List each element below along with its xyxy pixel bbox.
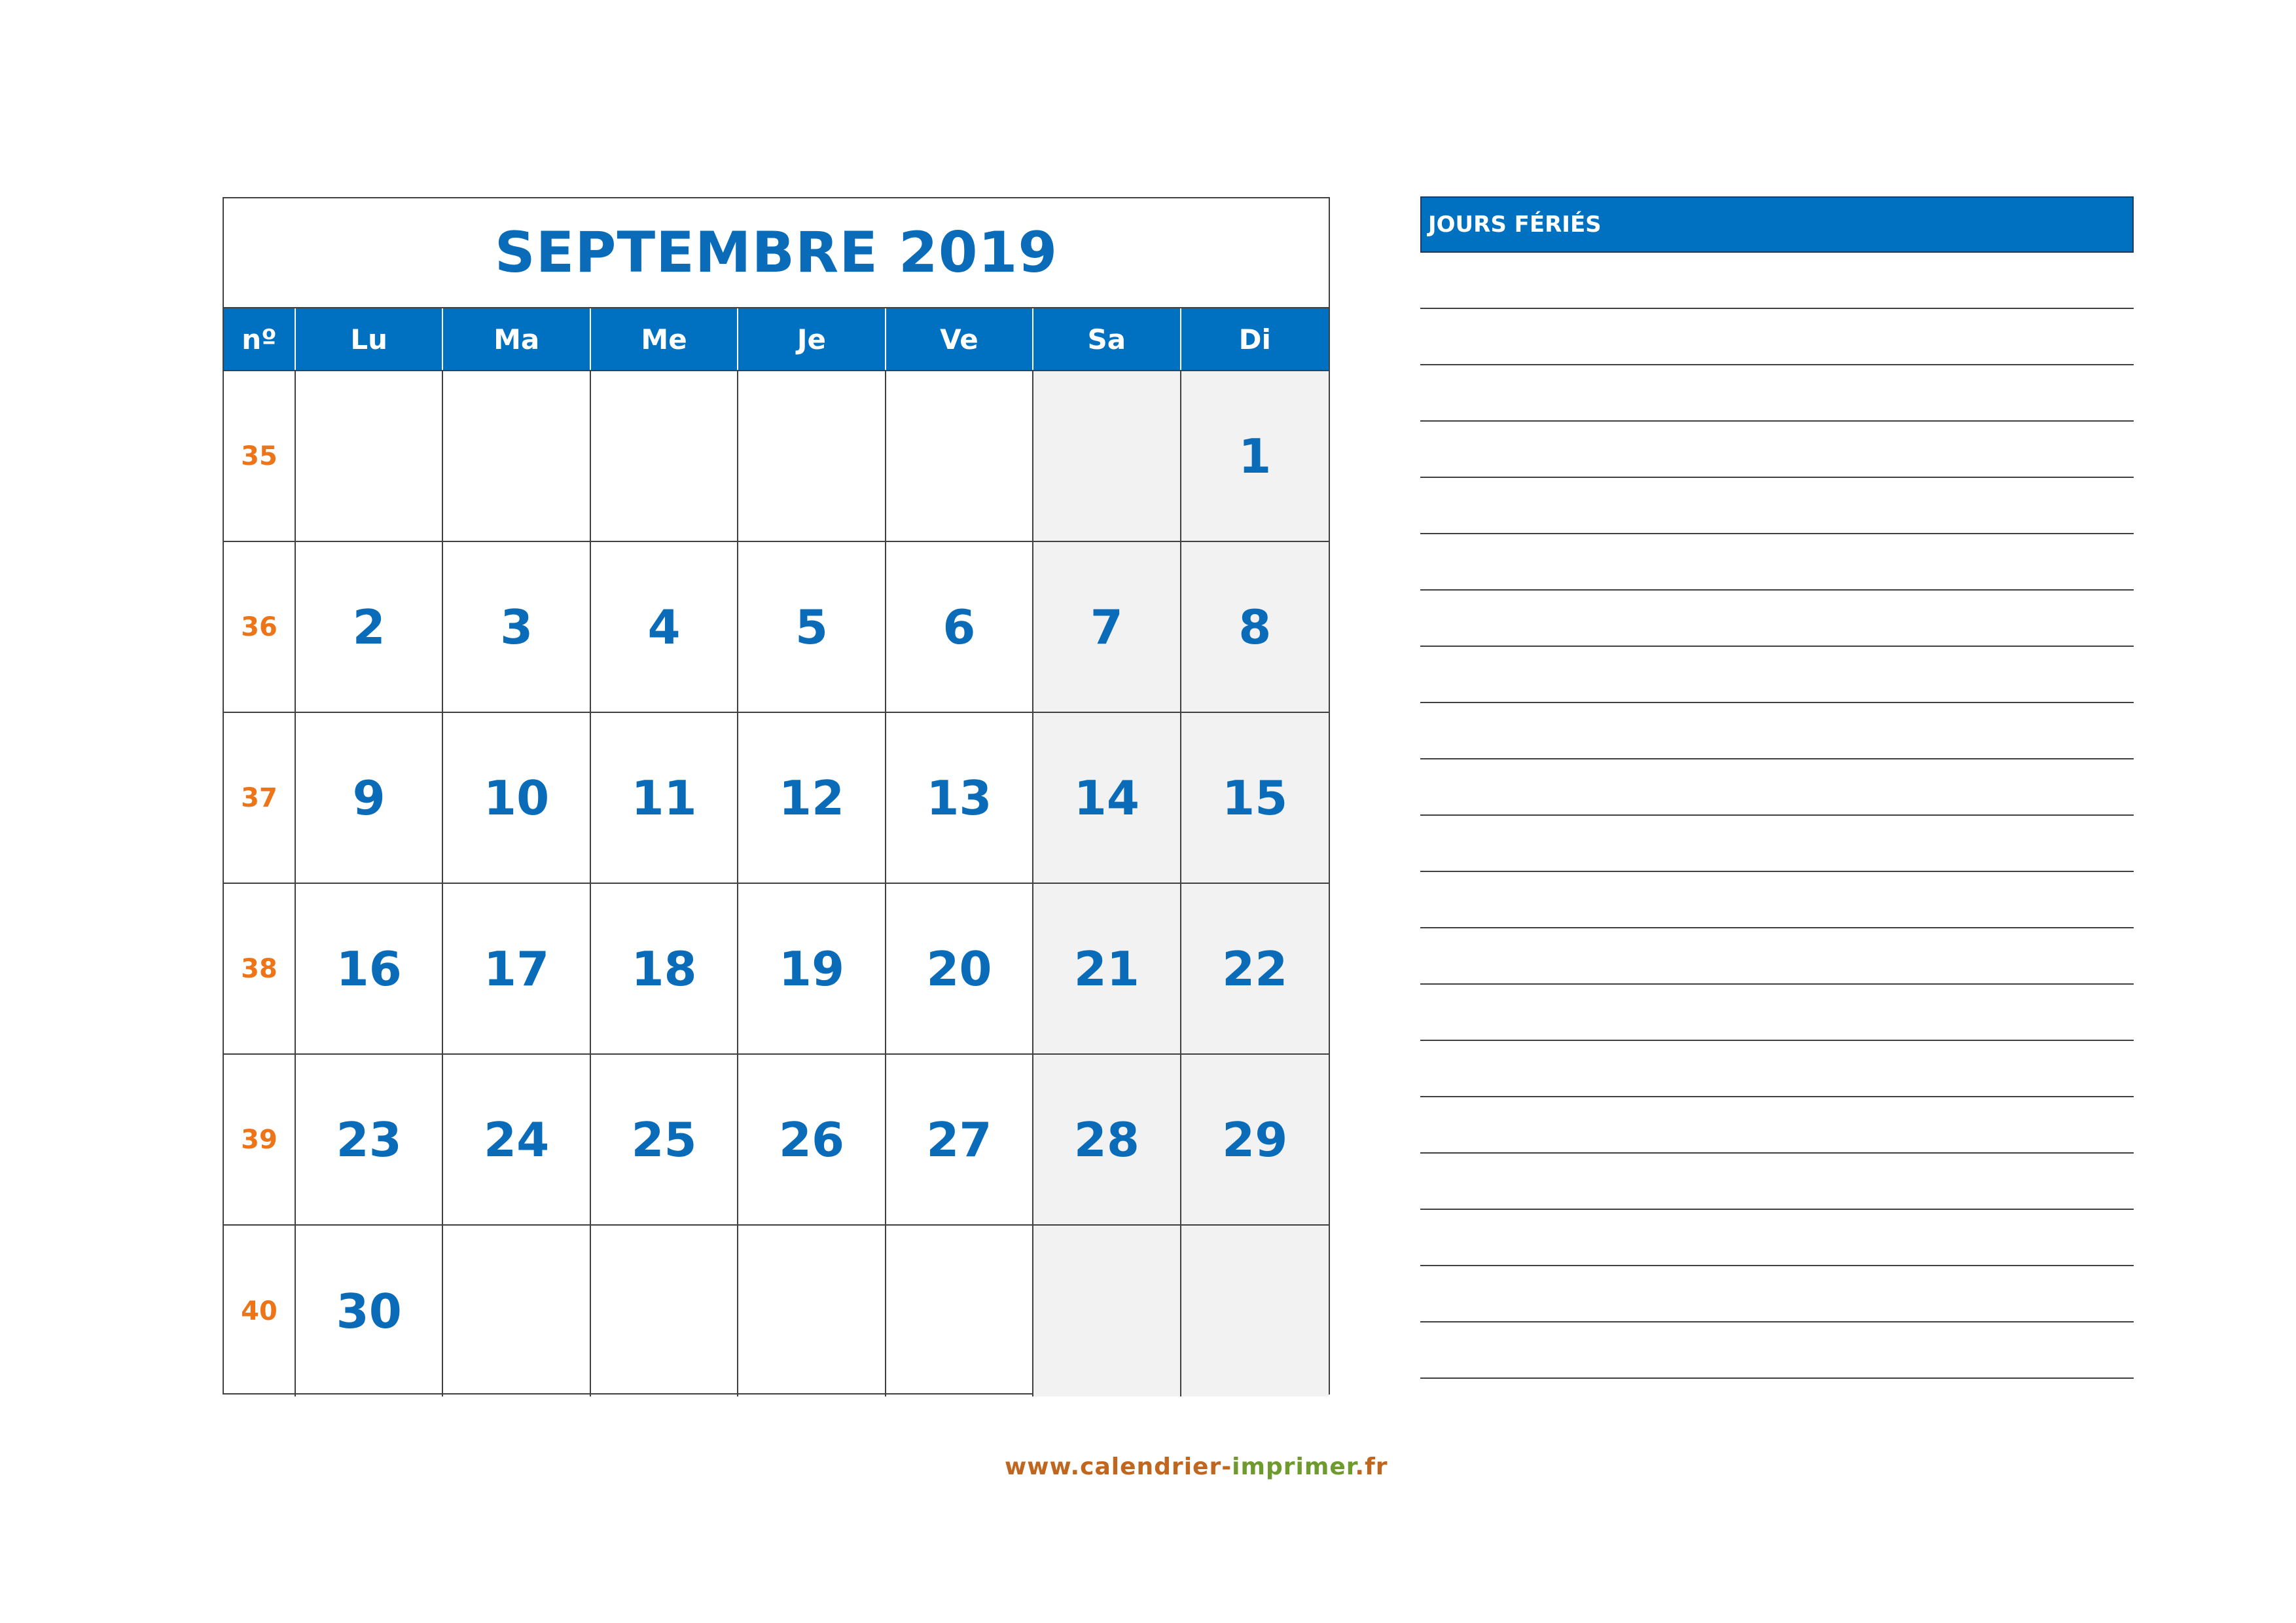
holiday-note-line bbox=[1420, 1154, 2134, 1210]
day-header-sunday: Di bbox=[1238, 323, 1271, 356]
day-cell bbox=[738, 371, 886, 542]
day-cell: 25 bbox=[591, 1055, 738, 1226]
holiday-note-line bbox=[1420, 872, 2134, 928]
day-cell: 28 bbox=[1033, 1055, 1181, 1226]
holiday-note-line bbox=[1420, 422, 2134, 478]
day-cell: 27 bbox=[886, 1055, 1033, 1226]
week-number: 35 bbox=[224, 371, 296, 542]
holiday-note-line bbox=[1420, 1097, 2134, 1154]
day-cell: 22 bbox=[1181, 884, 1329, 1055]
day-cell bbox=[443, 371, 590, 542]
day-cell bbox=[443, 1226, 590, 1396]
day-cell: 15 bbox=[1181, 713, 1329, 884]
day-cell: 2 bbox=[296, 542, 443, 713]
day-cell: 4 bbox=[591, 542, 738, 713]
footer-url-part-1: www.calendrier- bbox=[1005, 1453, 1232, 1480]
holiday-note-line bbox=[1420, 647, 2134, 703]
holidays-lines bbox=[1420, 253, 2134, 1379]
day-header-friday: Ve bbox=[886, 308, 1033, 370]
day-cell bbox=[738, 1226, 886, 1396]
day-cell bbox=[591, 1226, 738, 1396]
week-number: 39 bbox=[224, 1055, 296, 1226]
day-header-thursday: Je bbox=[738, 308, 886, 370]
holiday-note-line bbox=[1420, 365, 2134, 422]
holiday-note-line bbox=[1420, 759, 2134, 816]
day-header-saturday: Sa bbox=[1033, 308, 1181, 370]
day-cell bbox=[886, 371, 1033, 542]
day-cell bbox=[1181, 1226, 1329, 1396]
holiday-note-line bbox=[1420, 253, 2134, 309]
calendar bbox=[223, 197, 1330, 1395]
week-number: 36 bbox=[224, 542, 296, 713]
day-cell: 16 bbox=[296, 884, 443, 1055]
day-cell: 21 bbox=[1033, 884, 1181, 1055]
day-header-tuesday: Ma bbox=[443, 308, 590, 370]
day-cell: 3 bbox=[443, 542, 590, 713]
calendar-header-row bbox=[224, 308, 1329, 370]
holiday-note-line bbox=[1420, 985, 2134, 1041]
day-cell: 12 bbox=[738, 713, 886, 884]
day-cell: 10 bbox=[443, 713, 590, 884]
day-cell: 7 bbox=[1033, 542, 1181, 713]
day-cell bbox=[1033, 1226, 1181, 1396]
day-cell: 19 bbox=[738, 884, 886, 1055]
holiday-note-line bbox=[1420, 928, 2134, 985]
day-cell bbox=[591, 371, 738, 542]
day-cell: 26 bbox=[738, 1055, 886, 1226]
holidays-panel bbox=[1420, 196, 2134, 1379]
holiday-note-line bbox=[1420, 703, 2134, 759]
day-cell bbox=[886, 1226, 1033, 1396]
day-cell bbox=[296, 371, 443, 542]
day-cell bbox=[1033, 371, 1181, 542]
day-cell: 24 bbox=[443, 1055, 590, 1226]
holiday-note-line bbox=[1420, 478, 2134, 534]
holiday-note-line bbox=[1420, 1322, 2134, 1379]
holiday-note-line bbox=[1420, 816, 2134, 872]
day-cell: 13 bbox=[886, 713, 1033, 884]
day-cell: 1 bbox=[1181, 371, 1329, 542]
calendar-grid bbox=[224, 370, 1329, 1396]
day-cell: 8 bbox=[1181, 542, 1329, 713]
day-cell: 30 bbox=[296, 1226, 443, 1396]
holiday-note-line bbox=[1420, 309, 2134, 365]
day-cell: 5 bbox=[738, 542, 886, 713]
day-cell: 14 bbox=[1033, 713, 1181, 884]
day-cell: 23 bbox=[296, 1055, 443, 1226]
footer-url-part-3: .fr bbox=[1355, 1453, 1388, 1480]
day-cell: 9 bbox=[296, 713, 443, 884]
day-cell: 6 bbox=[886, 542, 1033, 713]
holiday-note-line bbox=[1420, 1210, 2134, 1266]
day-cell: 18 bbox=[591, 884, 738, 1055]
week-number: 40 bbox=[224, 1226, 296, 1396]
footer-url[interactable] bbox=[1005, 1453, 1388, 1480]
holiday-note-line bbox=[1420, 1266, 2134, 1322]
holidays-title: JOURS FÉRIÉS bbox=[1420, 196, 2134, 253]
holiday-note-line bbox=[1420, 591, 2134, 647]
holiday-note-line bbox=[1420, 534, 2134, 591]
day-header-monday: Lu bbox=[296, 308, 443, 370]
day-cell: 29 bbox=[1181, 1055, 1329, 1226]
week-number-header: nº bbox=[224, 308, 296, 370]
week-number: 38 bbox=[224, 884, 296, 1055]
holiday-note-line bbox=[1420, 1041, 2134, 1097]
day-cell: 20 bbox=[886, 884, 1033, 1055]
footer-url-part-2: imprimer bbox=[1232, 1453, 1355, 1480]
day-cell: 11 bbox=[591, 713, 738, 884]
calendar-title: SEPTEMBRE 2019 bbox=[224, 198, 1329, 308]
week-number: 37 bbox=[224, 713, 296, 884]
day-cell: 17 bbox=[443, 884, 590, 1055]
day-header-wednesday: Me bbox=[591, 308, 738, 370]
